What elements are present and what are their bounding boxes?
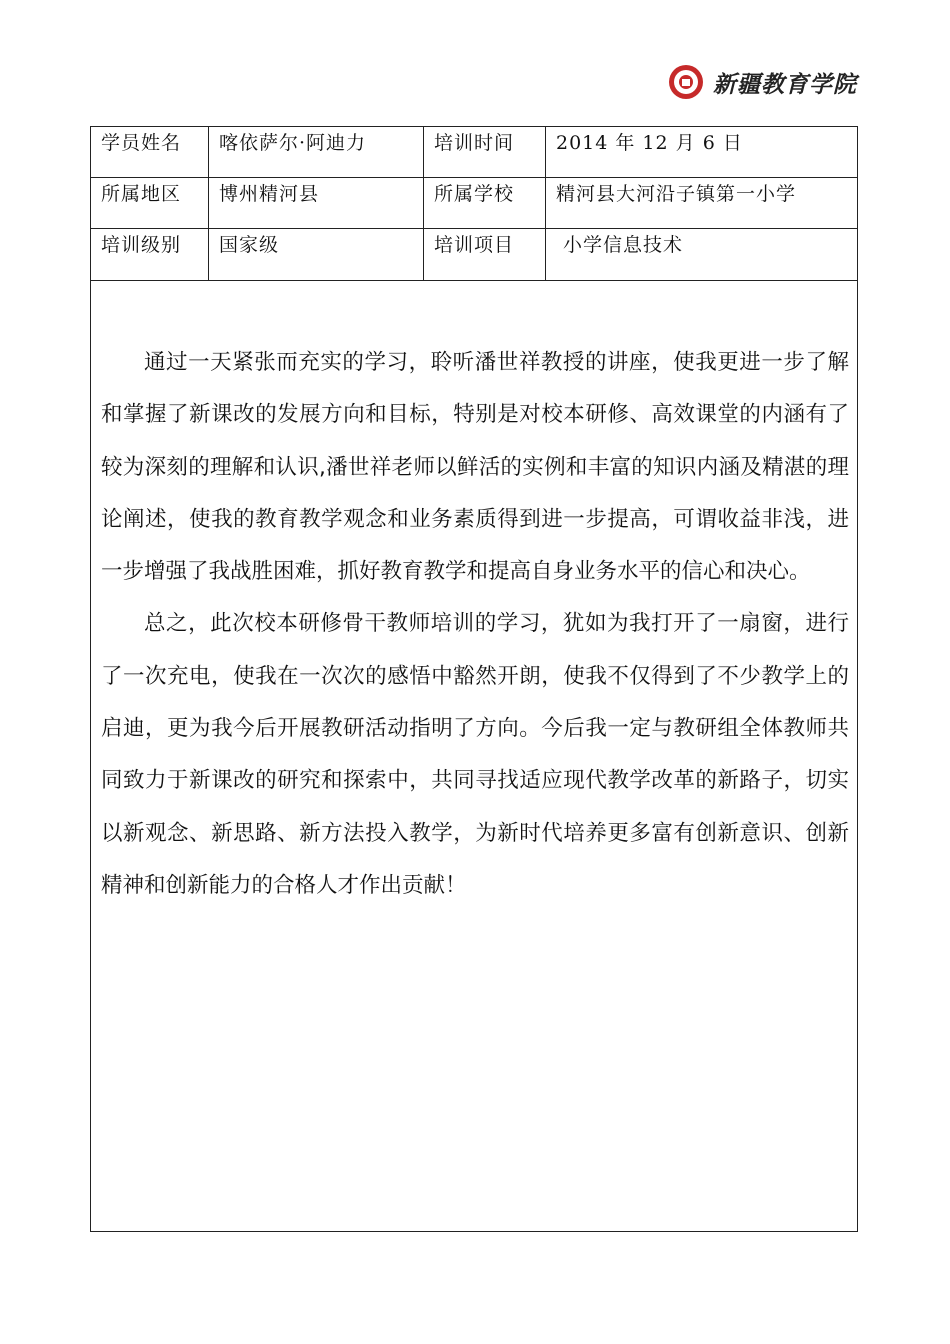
label-student-name: 学员姓名 — [91, 127, 209, 177]
school-logo — [669, 64, 857, 100]
label-training-date: 培训时间 — [424, 127, 546, 177]
info-row-level — [91, 229, 857, 281]
value-training-level: 国家级 — [209, 229, 424, 280]
label-region: 所属地区 — [91, 178, 209, 228]
value-region: 博州精河县 — [209, 178, 424, 228]
training-report-form — [90, 126, 858, 1232]
reflection-body — [101, 337, 849, 912]
info-row-name — [91, 127, 857, 178]
label-training-level: 培训级别 — [91, 229, 209, 280]
label-training-project: 培训项目 — [424, 229, 546, 280]
value-school: 精河县大河沿子镇第一小学 — [556, 183, 797, 205]
value-student-name: 喀依萨尔·阿迪力 — [209, 127, 424, 177]
paragraph: 总之，此次校本研修骨干教师培训的学习，犹如为我打开了一扇窗，进行了一次充电，使我在一次次的感悟中豁然开朗，使我不仅得到了不少教学上的启迪，更为我今后开展教研活动指明了方向。今后我一定与教研组全体教师共同致力于新课改的研究和探索中，共同寻找适应现代教学改革的新路子，切实以新观念、新思路、新方法投入教学，为新时代培养更多富有创新意识、创新精神和创新能力的合格人才作出贡献！ — [101, 611, 849, 898]
school-seal-icon — [669, 65, 703, 99]
label-school: 所属学校 — [424, 178, 546, 228]
value-training-date: 2014 年 12 月 6 日 — [556, 132, 743, 154]
info-row-region — [91, 178, 857, 229]
school-logo-text: 新疆教育学院 — [713, 70, 857, 98]
paragraph: 通过一天紧张而充实的学习，聆听潘世祥教授的讲座，使我更进一步了解和掌握了新课改的发展方向和目标，特别是对校本研修、高效课堂的内涵有了较为深刻的理解和认识,潘世祥老师以鲜活的实例和丰富的知识内涵及精湛的理论阐述，使我的教育教学观念和业务素质得到进一步提高，可谓收益非浅，进一步增强了我战胜困难，抓好教育教学和提高自身业务水平的信心和决心。 — [101, 350, 849, 585]
value-training-project: 小学信息技术 — [556, 234, 684, 256]
